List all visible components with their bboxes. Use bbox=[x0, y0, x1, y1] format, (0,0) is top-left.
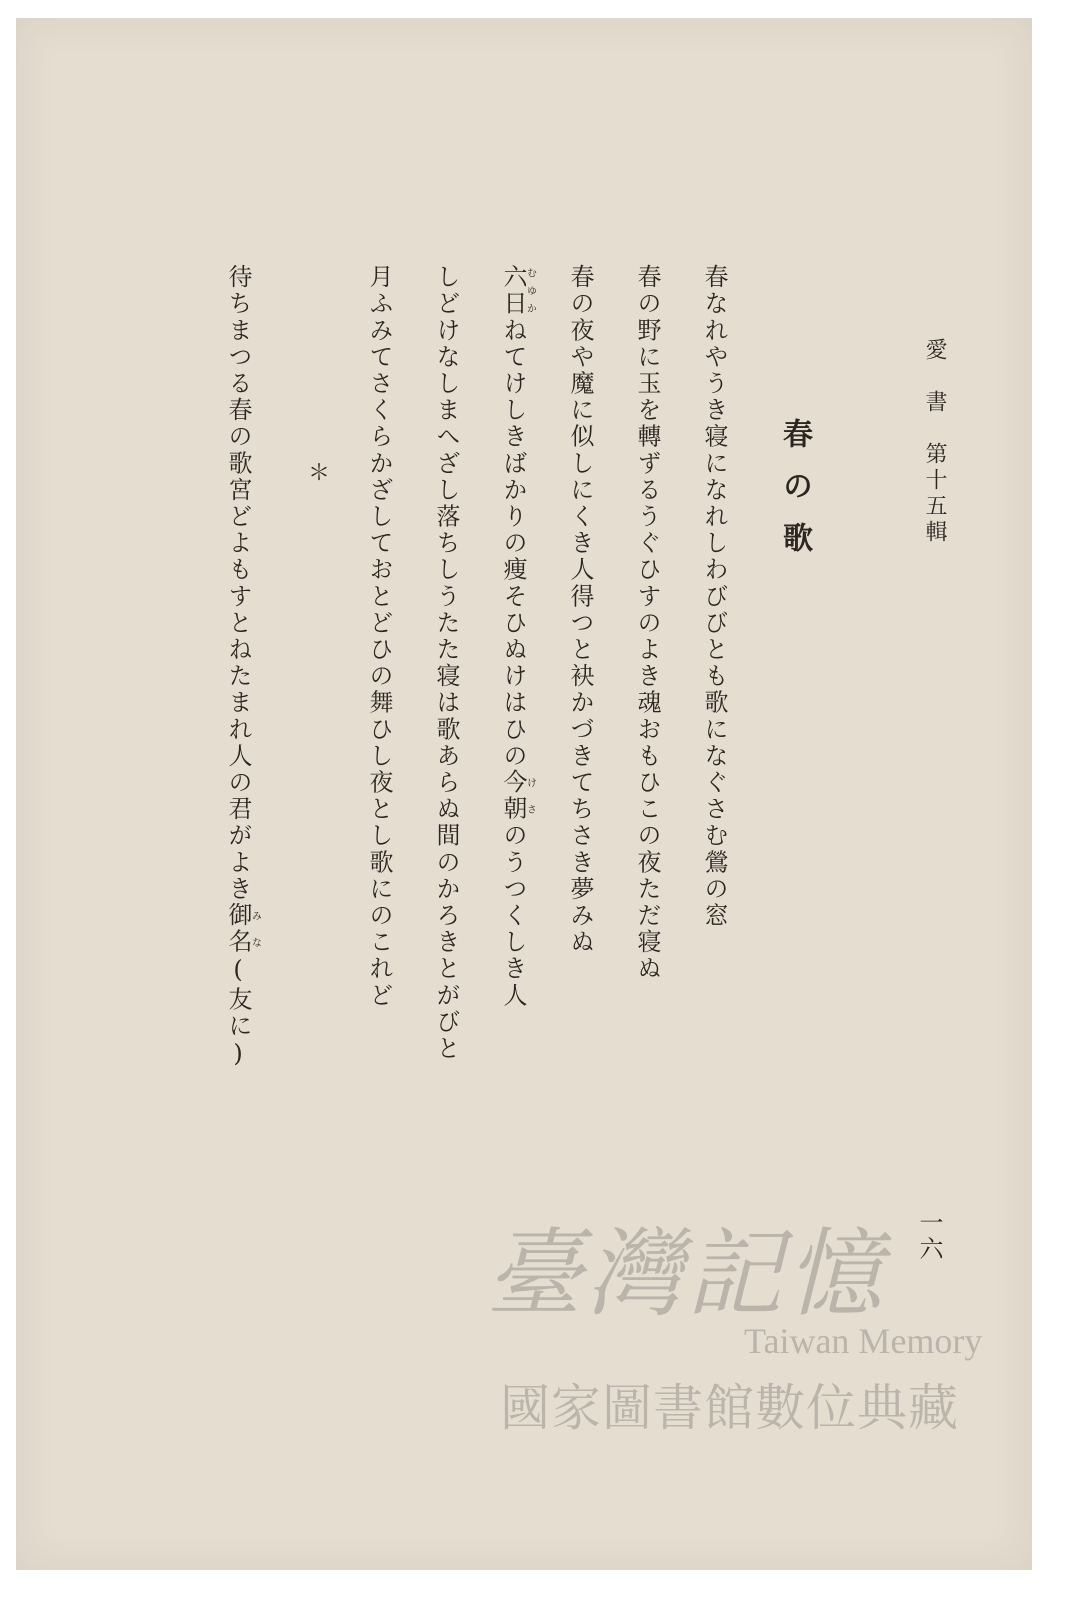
ruby-muika: 六日むゆか bbox=[499, 264, 536, 318]
poem-line-1: 春なれやうき寝になれしわびびとも歌になぐさむ鶯の窓 bbox=[700, 264, 728, 929]
poem-line-5: しどけなしまへざし落ちしうたた寝は歌あらぬ間のかろきとがびと bbox=[432, 264, 460, 1062]
ruby-mina: 御名みな bbox=[224, 902, 261, 956]
poem-line-7: 待ちまつる春の歌宮どよもすとねたまれ人の君がよき御名みな(友に) bbox=[224, 264, 261, 1071]
page-number: 一六 bbox=[915, 1210, 943, 1262]
watermark-english-text: Taiwan Memory bbox=[744, 1321, 983, 1361]
watermark-sub-text: 國家圖書館數位典藏 bbox=[500, 1379, 959, 1437]
poem-line-6: 月ふみてさくらかざしておとどひの舞ひし夜とし歌にのこれど bbox=[365, 264, 393, 1009]
running-header: 愛 書 第十五輯 bbox=[922, 338, 947, 546]
book-page bbox=[16, 18, 1032, 1570]
separator-asterisk: ＊ bbox=[308, 461, 331, 486]
ruby-kesa: 今朝けさ bbox=[499, 769, 536, 823]
watermark-logo bbox=[486, 1198, 1006, 1458]
poem-title: 春の歌 bbox=[777, 418, 812, 574]
poem-line-4: 六日むゆかねてけしきばかりの痩そひぬけはひの今朝けさのうつくしき人 bbox=[499, 264, 536, 1009]
poem-line-2: 春の野に玉を轉ずるうぐひすのよき魂おもひこの夜ただ寝ぬ bbox=[633, 264, 661, 983]
poem-line-3: 春の夜や魔に似しにくき人得つと袂かづきてちさき夢みぬ bbox=[566, 264, 594, 956]
watermark-main-text: 臺灣記憶 bbox=[486, 1218, 886, 1330]
